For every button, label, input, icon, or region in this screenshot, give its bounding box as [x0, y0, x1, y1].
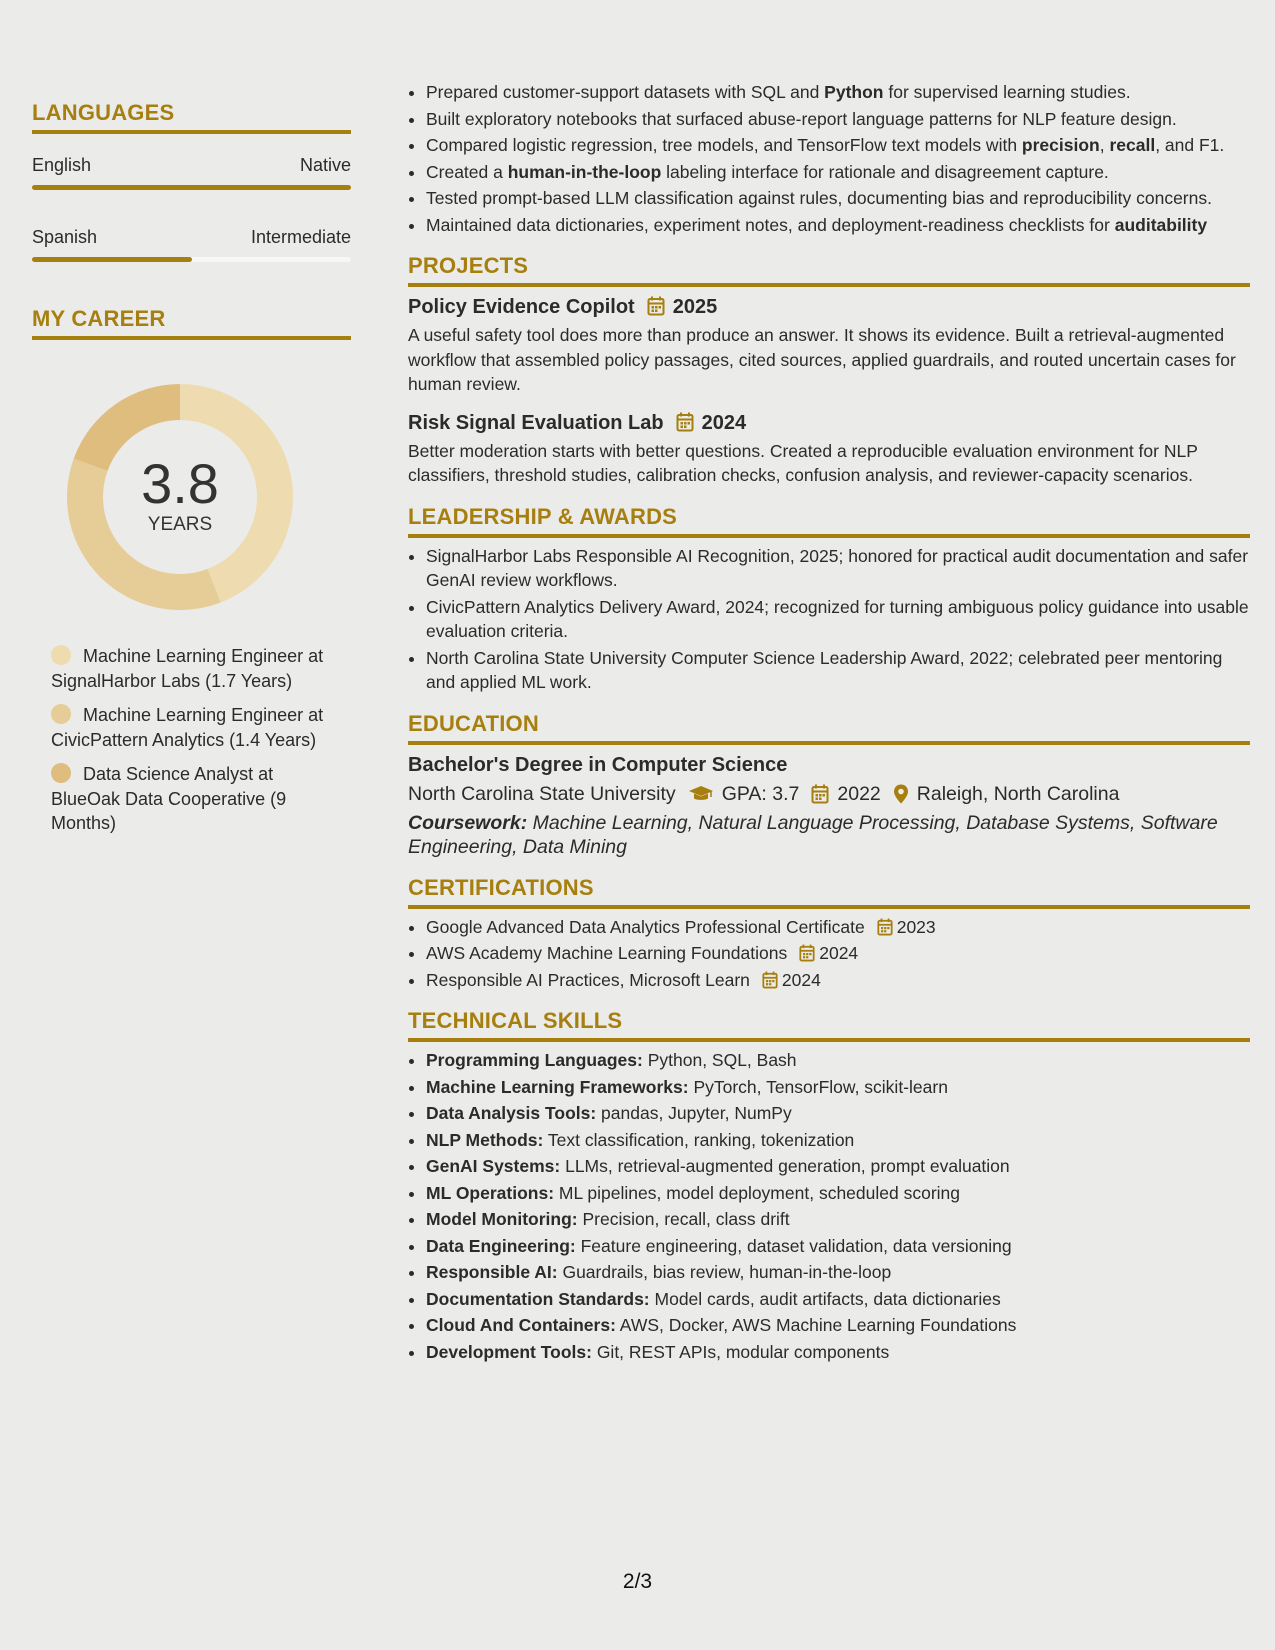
bullet-emphasis: recall [1109, 135, 1156, 155]
bullet-text: Created a [426, 161, 508, 182]
education-location: Raleigh, North Carolina [916, 782, 1120, 805]
skill-item [426, 1181, 1250, 1206]
coursework-list: Machine Learning, Natural Language Processing, Database Systems, Software Engineering, Data Mining [408, 811, 1218, 858]
project-description: Better moderation starts with better questions. Created a reproducible evaluation environment for NLP classifiers, threshold studies, calibration checks, confusion analysis, and reviewer-capacity scenarios. [408, 440, 1198, 485]
project-year: 2024 [701, 411, 747, 434]
skill-category: Cloud And Containers: [426, 1315, 616, 1335]
skills-heading: TECHNICAL SKILLS [408, 1008, 1250, 1042]
language-item-english [32, 154, 351, 190]
career-total-years: 3.8 [141, 452, 219, 515]
language-proficiency-fill [32, 257, 192, 262]
certifications-heading: CERTIFICATIONS [408, 875, 1250, 909]
language-level: Native [299, 155, 351, 175]
skill-category: Data Engineering: [426, 1235, 576, 1256]
skill-values: AWS, Docker, AWS Machine Learning Foundations [615, 1315, 1017, 1335]
bullet-text: Built exploratory notebooks that surfaced abuse-report language patterns for NLP feature design. [426, 108, 1177, 129]
career-legend [51, 644, 341, 836]
experience-bullet [426, 133, 1250, 158]
project-title: Policy Evidence Copilot [408, 296, 635, 318]
skill-values: Text classification, ranking, tokenization [543, 1129, 855, 1150]
bullet-text: Prepared customer-support datasets with SQL and [426, 82, 825, 102]
career-donut-center [65, 382, 295, 612]
award-item: • North Carolina State University Computer Science Leadership Award, 2022; celebrated peer mentoring and applied ML work. [426, 646, 1250, 695]
skill-values: Git, REST APIs, modular components [591, 1341, 890, 1362]
language-proficiency-bar [32, 185, 351, 190]
legend-label: Data Science Analyst at BlueOak Data Cooperative (9 Months) [51, 764, 287, 833]
career-heading: MY CAREER [32, 306, 351, 340]
skill-item [426, 1287, 1250, 1312]
calendar-icon [877, 918, 893, 936]
skill-category: Model Monitoring: [426, 1209, 578, 1229]
career-donut-chart [65, 382, 295, 612]
certifications-list [408, 915, 1250, 993]
legend-dot [51, 704, 71, 724]
skill-item [426, 1340, 1250, 1365]
language-name: Spanish [32, 227, 98, 247]
leadership-list [408, 544, 1250, 695]
skill-values: PyTorch, TensorFlow, scikit-learn [688, 1076, 948, 1097]
legend-label: Machine Learning Engineer at SignalHarbor Labs (1.7 Years) [51, 646, 324, 691]
skill-category: Responsible AI: [426, 1262, 558, 1282]
certification-item [426, 915, 1250, 940]
project-description: A useful safety tool does more than produce an answer. It shows its evidence. Built a retrieval-augmented workflow that assembled policy passages, cited sources, applied guardrails, and routed uncertain cases for human review. [408, 325, 1236, 394]
calendar-icon [799, 944, 815, 962]
education-entry [408, 751, 1250, 859]
skill-values: ML pipelines, model deployment, scheduled scoring [554, 1182, 961, 1203]
languages-heading: LANGUAGES [32, 100, 351, 134]
experience-bullet [426, 160, 1250, 185]
leadership-heading: LEADERSHIP & AWARDS [408, 504, 1250, 538]
project-item [408, 409, 1250, 488]
bullet-text: , and F1. [1155, 135, 1225, 155]
skill-values: Guardrails, bias review, human-in-the-loop [557, 1262, 892, 1282]
education-year: 2022 [837, 782, 881, 805]
coursework-label: Coursework: [408, 811, 528, 834]
skill-values: Feature engineering, dataset validation, data versioning [575, 1235, 1012, 1256]
skill-values: pandas, Jupyter, NumPy [596, 1103, 792, 1123]
bullet-text: Maintained data dictionaries, experiment notes, and deployment-readiness checklists for [426, 214, 1115, 235]
certification-name: AWS Academy Machine Learning Foundations [426, 943, 788, 963]
bullet-emphasis: auditability [1114, 214, 1208, 235]
experience-bullet [426, 80, 1250, 105]
skill-values: Model cards, audit artifacts, data dictionaries [649, 1288, 1001, 1309]
certification-item [426, 941, 1250, 966]
language-proficiency-fill [32, 185, 351, 190]
education-heading: EDUCATION [408, 711, 1250, 745]
language-level: Intermediate [250, 227, 351, 247]
skill-category: ML Operations: [426, 1182, 555, 1203]
bullet-text: Tested prompt-based LLM classification against rules, documenting bias and reproducibility concerns. [426, 188, 1212, 208]
bullet-emphasis: Python [824, 82, 884, 102]
experience-bullets [408, 80, 1250, 237]
skill-category: Programming Languages: [426, 1050, 643, 1070]
skill-item [426, 1260, 1250, 1285]
bullet-text: Compared logistic regression, tree models, and TensorFlow text models with [426, 135, 1022, 155]
bullet-text: labeling interface for rationale and disagreement capture. [661, 161, 1109, 182]
legend-dot [51, 763, 71, 783]
education-degree: Bachelor's Degree in Computer Science [408, 753, 788, 776]
skill-category: Development Tools: [426, 1341, 592, 1362]
language-item-spanish [32, 226, 351, 262]
location-pin-icon [893, 784, 909, 804]
certification-name: Google Advanced Data Analytics Professional Certificate [426, 916, 865, 937]
career-legend-item [51, 703, 341, 752]
career-legend-item [51, 644, 341, 693]
skill-values: LLMs, retrieval-augmented generation, prompt evaluation [560, 1156, 1010, 1176]
language-proficiency-bar [32, 257, 351, 262]
legend-label: Machine Learning Engineer at CivicPattern Analytics (1.4 Years) [51, 705, 324, 750]
language-name: English [32, 155, 92, 175]
projects-heading: PROJECTS [408, 253, 1250, 287]
skill-category: NLP Methods: [426, 1129, 544, 1150]
languages-list [32, 154, 351, 262]
skill-item [426, 1048, 1250, 1073]
skill-values: Python, SQL, Bash [642, 1050, 797, 1070]
career-legend-item [51, 762, 341, 836]
bullet-text: , [1099, 135, 1110, 155]
calendar-icon [647, 296, 665, 316]
career-years-unit: YEARS [147, 514, 213, 535]
skill-item [426, 1154, 1250, 1179]
sidebar [32, 100, 351, 846]
graduation-cap-icon [688, 785, 714, 803]
certification-item [426, 968, 1250, 993]
certification-year: 2023 [896, 916, 936, 937]
skill-item [426, 1234, 1250, 1259]
project-item [408, 293, 1250, 397]
award-item: • SignalHarbor Labs Responsible AI Recognition, 2025; honored for practical audit documentation and safer GenAI review workflows. [426, 544, 1250, 593]
skill-category: GenAI Systems: [426, 1156, 561, 1176]
skill-item [426, 1128, 1250, 1153]
experience-bullet [426, 213, 1250, 238]
skill-item [426, 1075, 1250, 1100]
calendar-icon [811, 784, 829, 804]
skills-list [408, 1048, 1250, 1364]
certification-year: 2024 [819, 943, 859, 963]
experience-bullet [426, 107, 1250, 132]
skill-item [426, 1101, 1250, 1126]
skill-category: Documentation Standards: [426, 1288, 650, 1309]
calendar-icon [676, 412, 694, 432]
experience-bullet [426, 186, 1250, 211]
certification-year: 2024 [781, 969, 821, 990]
legend-dot [51, 645, 71, 665]
education-coursework [408, 811, 1250, 859]
project-title: Risk Signal Evaluation Lab [408, 411, 664, 434]
skill-item [426, 1313, 1250, 1338]
certification-name: Responsible AI Practices, Microsoft Learn [426, 969, 750, 990]
skill-item [426, 1207, 1250, 1232]
project-year: 2025 [672, 296, 718, 318]
skill-category: Data Analysis Tools: [426, 1103, 597, 1123]
education-details [408, 779, 1250, 809]
skill-category: Machine Learning Frameworks: [426, 1076, 689, 1097]
skill-values: Precision, recall, class drift [577, 1209, 790, 1229]
education-gpa: GPA: 3.7 [721, 782, 800, 805]
main-content [408, 80, 1250, 1366]
award-item: • CivicPattern Analytics Delivery Award, 2024; recognized for turning ambiguous policy guidance into usable evaluation criteria. [426, 595, 1250, 644]
page-number: 2/3 [622, 1570, 653, 1593]
calendar-icon [762, 971, 778, 989]
bullet-emphasis: precision [1021, 135, 1100, 155]
bullet-emphasis: human-in-the-loop [507, 161, 662, 182]
bullet-text: for supervised learning studies. [883, 82, 1131, 102]
education-school: North Carolina State University [408, 782, 676, 805]
